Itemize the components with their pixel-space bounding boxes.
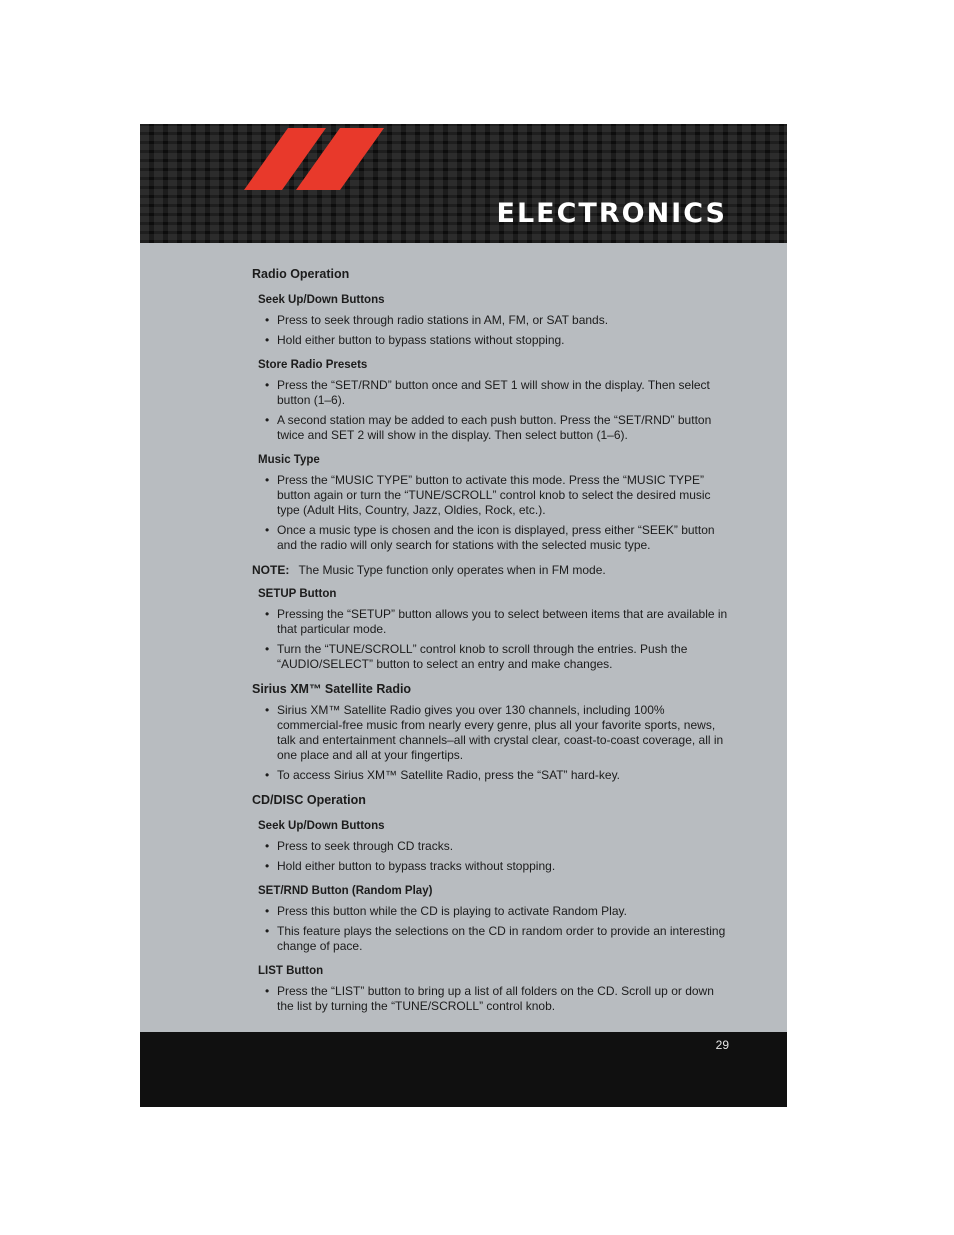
set-rnd-heading: SET/RND Button (Random Play) [258, 885, 433, 897]
setup-button-list [252, 607, 732, 672]
list-button-heading: LIST Button [258, 965, 324, 977]
bullet-icon: • [265, 378, 270, 392]
list-item: • Sirius XM™ Satellite Radio gives you over 130 channels, including 100% commercial-free music from nearly every genre, plus all your favorite sports, news, talk and entertainment channels–all with crystal clear, coast-to-coast coverage, all in one place and all at your fingertips. [265, 703, 724, 762]
bullet-icon: • [265, 904, 270, 918]
bullet-icon: • [265, 607, 270, 621]
list-item: • Press the “MUSIC TYPE” button to activate this mode. Press the “MUSIC TYPE” button again or turn the “TUNE/SCROLL” control knob to select the desired music type (Adult Hits, Country, Jazz, Oldies, Rock, etc.). [265, 473, 711, 517]
bullet-icon: • [265, 768, 270, 782]
list-item: • Press to seek through radio stations in AM, FM, or SAT bands. [265, 313, 609, 327]
setup-button-heading: SETUP Button [258, 588, 337, 600]
music-type-note [252, 563, 732, 578]
bullet-icon: • [265, 523, 270, 537]
list-item: • A second station may be added to each push button. Press the “SET/RND” button twice and SET 2 will show in the display. Then select button (1–6). [265, 413, 712, 442]
section-title: ELECTRONICS [496, 198, 727, 229]
sirius-heading: Sirius XM™ Satellite Radio [252, 682, 412, 696]
list-item: • Hold either button to bypass stations without stopping. [265, 333, 565, 347]
cd-seek-heading: Seek Up/Down Buttons [258, 820, 385, 832]
page-number: 29 [715, 1038, 729, 1052]
racing-stripes-logo [244, 128, 384, 190]
radio-seek-list [252, 313, 732, 348]
note-label: NOTE: [252, 563, 290, 577]
list-item: • This feature plays the selections on the CD in random order to provide an interesting change of pace. [265, 924, 726, 953]
list-item: • Pressing the “SETUP” button allows you to select between items that are available in that particular mode. [265, 607, 728, 636]
bullet-icon: • [265, 413, 270, 427]
music-type-list [252, 473, 732, 553]
cd-seek-list [252, 839, 732, 874]
bullet-icon: • [265, 703, 270, 717]
list-item: • To access Sirius XM™ Satellite Radio, press the “SAT” hard-key. [265, 768, 621, 782]
bullet-icon: • [265, 333, 270, 347]
sirius-list [252, 703, 732, 783]
list-item: • Press this button while the CD is playing to activate Random Play. [265, 904, 627, 918]
page-footer [140, 1032, 787, 1107]
bullet-icon: • [265, 839, 270, 853]
manual-page [140, 124, 787, 1107]
store-presets-heading: Store Radio Presets [258, 359, 368, 371]
bullet-icon: • [265, 859, 270, 873]
bullet-icon: • [265, 313, 270, 327]
section-header-banner [140, 124, 787, 243]
bullet-icon: • [265, 924, 270, 938]
store-presets-list [252, 378, 732, 443]
list-item: • Press the “LIST” button to bring up a list of all folders on the CD. Scroll up or down the list by turning the “TUNE/SCROLL” control knob. [265, 984, 714, 1013]
music-type-heading: Music Type [258, 454, 320, 466]
bullet-icon: • [265, 642, 270, 656]
page-content [252, 267, 732, 1024]
radio-operation-heading: Radio Operation [252, 267, 350, 281]
radio-seek-heading: Seek Up/Down Buttons [258, 294, 385, 306]
note-text: The Music Type function only operates when in FM mode. [298, 563, 606, 577]
bullet-icon: • [265, 473, 270, 487]
list-item: • Press to seek through CD tracks. [265, 839, 454, 853]
list-item: • Turn the “TUNE/SCROLL” control knob to scroll through the entries. Push the “AUDIO/SELECT” button to select an entry and make changes. [265, 642, 688, 671]
bullet-icon: • [265, 984, 270, 998]
list-button-list [252, 984, 732, 1014]
list-item: • Hold either button to bypass tracks without stopping. [265, 859, 556, 873]
set-rnd-list [252, 904, 732, 954]
list-item: • Once a music type is chosen and the icon is displayed, press either “SEEK” button and the radio will only search for stations with the selected music type. [265, 523, 715, 552]
list-item: • Press the “SET/RND” button once and SET 1 will show in the display. Then select button (1–6). [265, 378, 710, 407]
cd-operation-heading: CD/DISC Operation [252, 793, 366, 807]
